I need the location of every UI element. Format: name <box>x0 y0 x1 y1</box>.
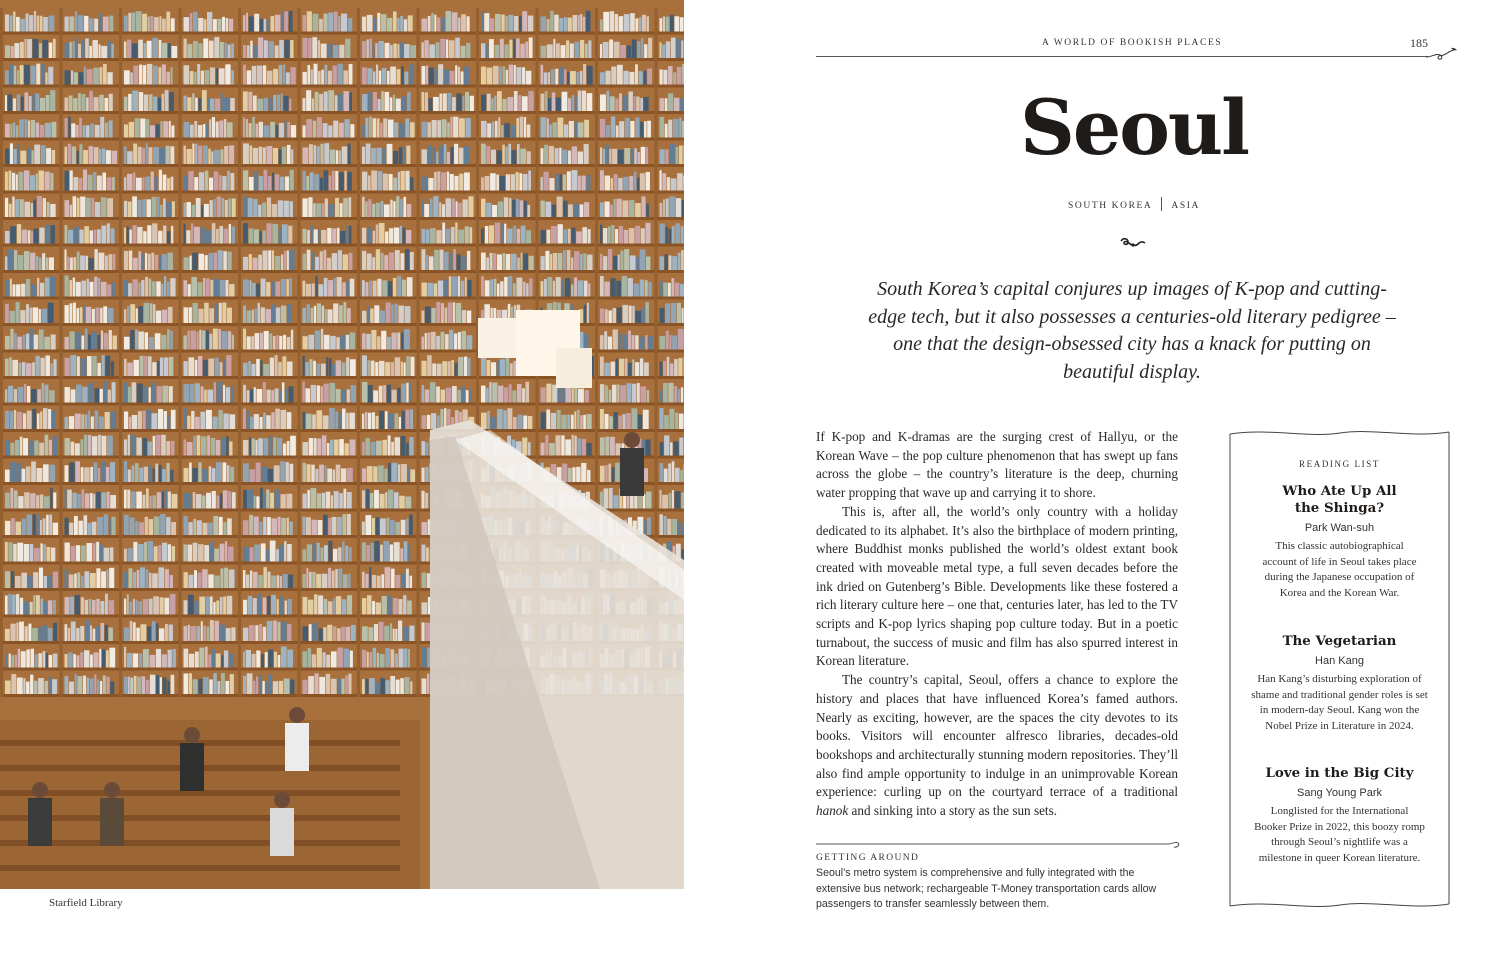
book-author: Han Kang <box>1315 655 1364 667</box>
body-paragraph: This is, after all, the world’s only country with a holiday dedicated to its alphabet. It’s also the birthplace of modern printing, where Buddhist monks published the world’s oldest extant book created with moveable metal type, a full seven decades before the ink dried on Gutenberg’s Bible. Developments like these fostered a rich literary culture here – one that, centuries later, has led to the TV scripts and K-pop lyrics shaping pop culture today. But in a poetic turnabout, the success of music and film has also spurred interest in Korean literature. <box>816 503 1178 669</box>
book-author: Park Wan-suh <box>1304 522 1375 534</box>
flourish-icon <box>1424 44 1458 64</box>
country-label: SOUTH KOREA <box>1068 201 1153 211</box>
body-paragraph-tail: and sinking into a story as the sun sets. <box>848 803 1058 819</box>
bookshelf-photo-illustration <box>0 0 684 889</box>
ornament-icon <box>1119 236 1147 250</box>
section-rule <box>816 838 1182 852</box>
location-separator <box>1161 197 1162 211</box>
region-label: ASIA <box>1171 201 1200 211</box>
book-title: Love in the Big City <box>1265 765 1414 781</box>
book-author: Sang Young Park <box>1296 787 1383 799</box>
italic-term: hanok <box>816 803 849 819</box>
article-body <box>816 428 1178 821</box>
article-title: Seoul <box>1019 83 1249 172</box>
starfield-library-photo <box>0 0 684 889</box>
standfirst: South Korea’s capital conjures up images of K-pop and cutting-edge tech, but it also possesses a centuries-old literary pedigree – one that the design-obsessed city has a knack for putting on beautiful display. <box>868 278 1396 383</box>
book-title: The Vegetarian <box>1282 633 1397 649</box>
reading-list-box <box>1228 428 1451 912</box>
reading-list-item <box>1246 765 1433 867</box>
reading-list-heading: READING LIST <box>1299 459 1380 469</box>
book-title: Who Ate Up All the Shinga? <box>1282 483 1397 516</box>
body-paragraph: If K-pop and K-dramas are the surging crest of Hallyu, or the Korean Wave – the pop culture phenomenon that has swept up fans across the globe – the country’s literature is the deep, churning water propping that wave up and carrying it to shore. <box>816 429 1178 501</box>
book-description: Han Kang’s disturbing exploration of shame and traditional gender roles is set in modern-day Seoul. Kang won the Nobel Prize in Literature in 2024. <box>1251 673 1428 733</box>
getting-around-heading: GETTING AROUND <box>816 853 920 863</box>
getting-around-text: Seoul’s metro system is comprehensive and fully integrated with the extensive bus network; rechargeable T-Money transportation cards allow passengers to transfer seamlessly between them. <box>816 867 1157 910</box>
photo-caption: Starfield Library <box>49 897 123 909</box>
book-description: This classic autobiographical account of life in Seoul takes place during the Japanese occupation of Korea and the Korean War. <box>1262 540 1417 600</box>
body-paragraph <box>816 671 1178 821</box>
reading-list-item <box>1246 483 1433 602</box>
book-description: Longlisted for the International Booker Prize in 2022, this boozy romp through Seoul’s nightlife was a milestone in queer Korean literature. <box>1254 805 1425 865</box>
location-line <box>816 197 1452 211</box>
body-paragraph-text: The country’s capital, Seoul, offers a chance to explore the history and places that have influenced Korea’s famed authors. Nearly as exciting, however, are the spaces the city devotes to its books. Visitors will encounter alfresco libraries, decades-old bookshops and architecturally stunning modern repositories. They’ll also find ample opportunity to indulge in an unimprovable Korean experience: curling up on the courtyard terrace of a traditional <box>816 672 1178 800</box>
running-header <box>816 36 1456 60</box>
page-number: 185 <box>1410 36 1428 50</box>
header-rule <box>816 56 1428 57</box>
running-title: A WORLD OF BOOKISH PLACES <box>1042 38 1223 48</box>
reading-list-item <box>1246 633 1433 735</box>
